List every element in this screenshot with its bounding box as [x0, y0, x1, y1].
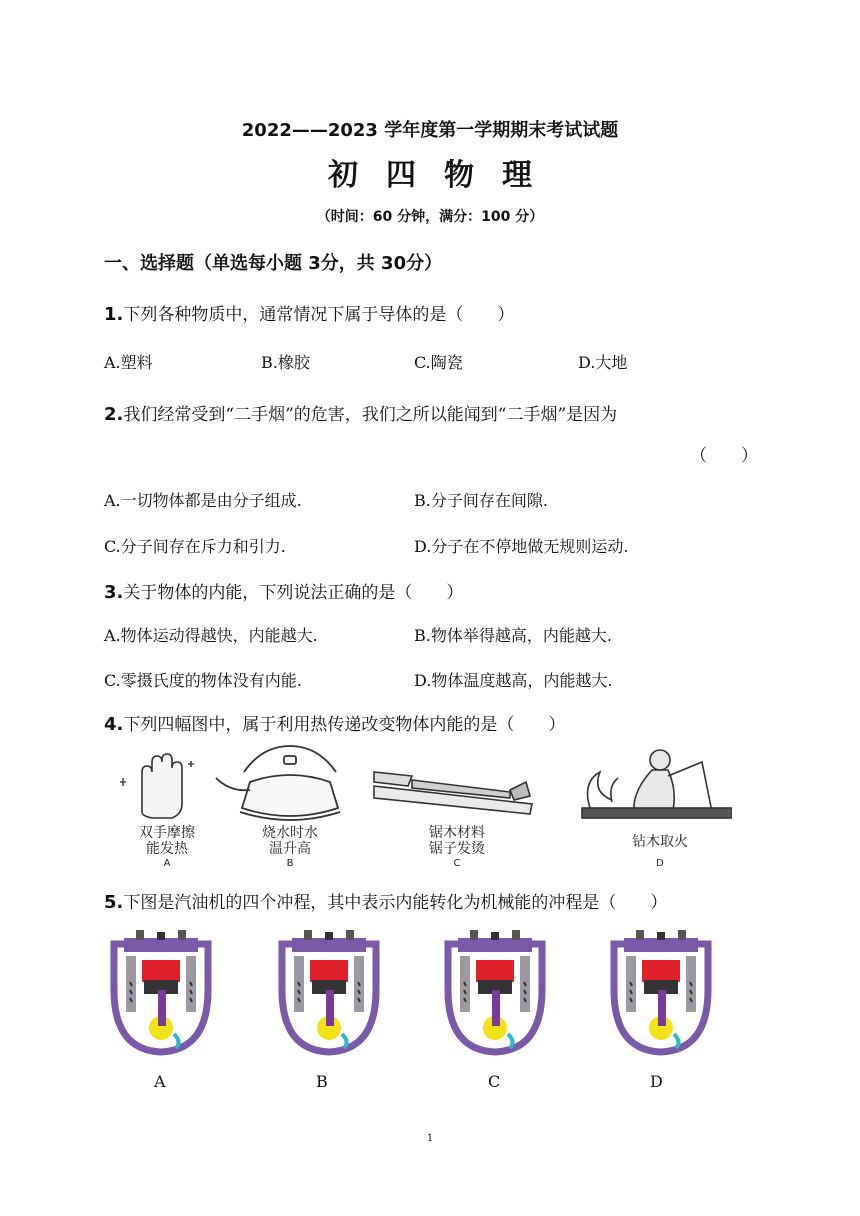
question-2: [104, 400, 617, 425]
section-title: 一、选择题（单选每小题 3分，共 30分）: [104, 253, 443, 274]
engine-label-c: C: [488, 1072, 501, 1091]
figure-b-kettle: [216, 746, 340, 820]
figure-d-caption-1: 钻木取火: [632, 834, 688, 850]
engine-c-image: [448, 930, 542, 1052]
question-text: 下列四幅图中，属于利用热传递改变物体内能的是（ ）: [123, 715, 566, 735]
figure-c-caption-1: 锯木材料: [429, 825, 485, 841]
figure-b-caption-2: 温升高: [269, 841, 311, 857]
question-5: [104, 888, 667, 913]
figure-a-letter: A: [163, 858, 171, 867]
question-number: 5.: [104, 892, 124, 913]
option-a: A.塑料: [104, 353, 153, 372]
option-b: B.物体举得越高，内能越大.: [414, 626, 612, 645]
figure-c-caption-2: 锯子发烫: [429, 841, 485, 857]
page-number: 1: [426, 1133, 434, 1144]
question-1: [104, 300, 514, 325]
engine-label-d: D: [650, 1072, 663, 1091]
option-d: D.分子在不停地做无规则运动.: [414, 537, 629, 556]
engine-strokes: [100, 928, 720, 1058]
question-text: 关于物体的内能，下列说法正确的是（ ）: [123, 583, 464, 603]
question-number: 3.: [104, 582, 124, 603]
figure-b-caption-1: 烧水时水: [262, 825, 318, 841]
exam-info: （时间：60 分钟，满分：100 分）: [316, 209, 544, 225]
engine-d-image: [614, 930, 708, 1052]
engine-b-image: [282, 930, 376, 1052]
figure-a-caption-1: 双手摩擦: [139, 825, 195, 841]
option-d: D.大地: [578, 353, 628, 372]
figure-c-letter: C: [453, 858, 461, 867]
question-number: 4.: [104, 714, 124, 735]
option-c: C.分子间存在斥力和引力.: [104, 537, 286, 556]
option-d: D.物体温度越高，内能越大.: [414, 671, 613, 690]
engine-label-b: B: [316, 1072, 328, 1091]
question-number: 2.: [104, 404, 124, 425]
question-text: 下列各种物质中，通常情况下属于导体的是（ ）: [123, 305, 515, 325]
question-text: 下图是汽油机的四个冲程，其中表示内能转化为机械能的冲程是（ ）: [123, 893, 668, 913]
question-4: [104, 710, 565, 735]
option-a: A.一切物体都是由分子组成.: [104, 491, 302, 510]
figure-c-saw: [374, 772, 532, 814]
question-text: 我们经常受到“二手烟”的危害，我们之所以能闻到“二手烟”是因为: [123, 405, 618, 425]
answer-bracket: （ ）: [690, 446, 758, 466]
figure-d-fire-drill: [582, 750, 732, 818]
option-b: B.分子间存在间隙.: [414, 491, 548, 510]
option-c: C.零摄氏度的物体没有内能.: [104, 671, 302, 690]
subject-title: 初四物理: [328, 158, 560, 193]
option-a: A.物体运动得越快，内能越大.: [104, 626, 318, 645]
figure-a-caption-2: 能发热: [146, 841, 188, 857]
exam-title: 2022——2023 学年度第一学期期末考试试题: [241, 120, 619, 141]
heat-transfer-figures: [112, 742, 732, 867]
option-c: C.陶瓷: [414, 353, 463, 372]
question-number: 1.: [104, 304, 124, 325]
figure-d-letter: D: [656, 858, 664, 867]
figure-b-letter: B: [286, 858, 294, 867]
engine-label-a: A: [154, 1072, 166, 1091]
question-3: [104, 578, 463, 603]
option-b: B.橡胶: [261, 353, 310, 372]
engine-a-image: [114, 930, 208, 1052]
figure-a-hands: [120, 754, 194, 818]
